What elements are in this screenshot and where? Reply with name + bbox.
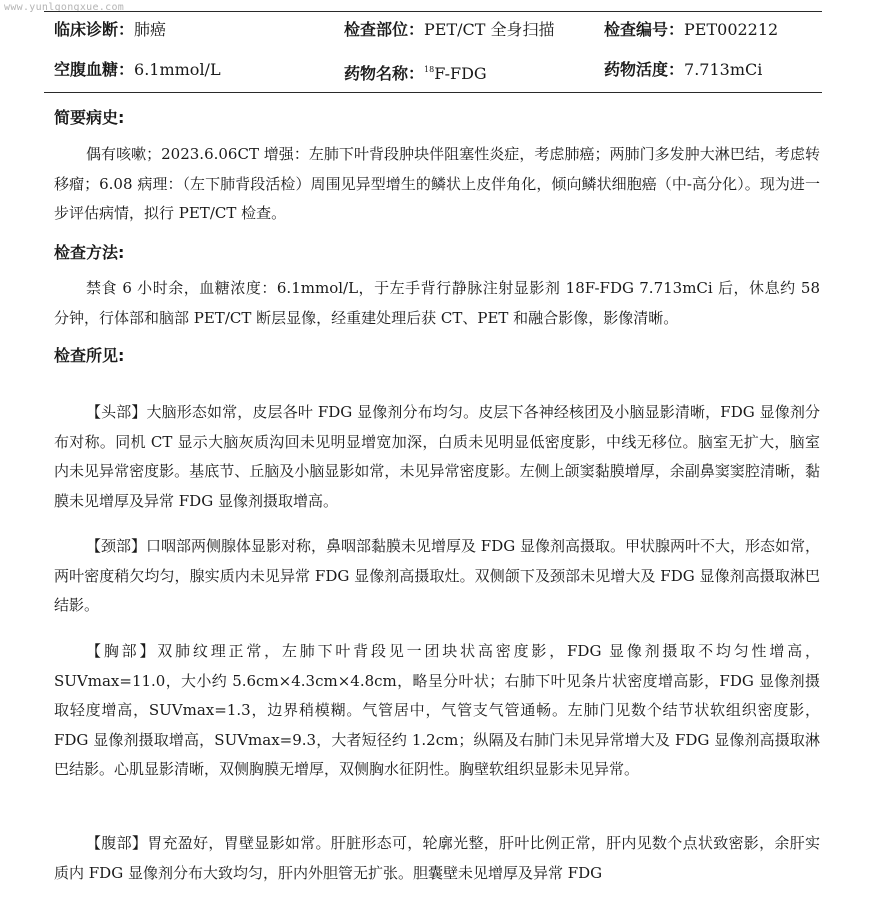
exam-site-label: 检查部位： [344, 20, 425, 39]
findings-neck: 【颈部】口咽部两侧腺体显影对称，鼻咽部黏膜未见增厚及 FDG 显像剂高摄取。甲状腺两叶不大，形态如常，两叶密度稍欠均匀，腺实质内未见异常 FDG 显像剂高摄取灶。双侧颌下及颈部未见增大及 FDG 显像剂高摄取淋巴结影。 [54, 537, 820, 614]
history-title: 简要病史: [54, 108, 125, 127]
exam-site-value: PET/CT 全身扫描 [424, 20, 555, 39]
drug-activity-label: 药物活度： [604, 60, 685, 79]
watermark: www.yunlgongxue.com [4, 2, 125, 13]
drug-activity-value: 7.713mCi [684, 60, 763, 79]
findings-head: 【头部】大脑形态如常，皮层各叶 FDG 显像剂分布均匀。皮层下各神经核团及小脑显影清晰，FDG 显像剂分布对称。同机 CT 显示大脑灰质沟回未见明显增宽加深，白质未见明显低密度影，中线无移位。脑室无扩大，脑室内未见异常密度影。基底节、丘脑及小脑显影如常，未见异常密度影。左侧上颌窦黏膜增厚，余副鼻窦窦腔清晰，黏膜未见增厚及异常 FDG 显像剂摄取增高。 [54, 403, 820, 510]
header-bottom-rule [44, 92, 822, 93]
exam-number-label: 检查编号： [604, 20, 685, 39]
exam-site [344, 20, 555, 40]
drug-name [344, 60, 487, 84]
findings-chest: 【胸部】双肺纹理正常，左肺下叶背段见一团块状高密度影，FDG 显像剂摄取不均匀性增高，SUVmax=11.0，大小约 5.6cm×4.3cm×4.8cm，略呈分叶状；右肺下叶见条片状密度增高影，FDG 显像剂摄取轻度增高，SUVmax=1.3，边界稍模糊。气管居中，气管支气管通畅。左肺门见数个结节状软组织密度影，FDG 显像剂摄取增高，SUVmax=9.3，大者短径约 1.2cm；纵隔及右肺门未见异常增大及 FDG 显像剂高摄取淋巴结影。心肌显影清晰，双侧胸膜无增厚，双侧胸水征阴性。胸壁软组织显影未见异常。 [54, 642, 820, 778]
drug-activity [604, 60, 762, 80]
findings-title: 检查所见: [54, 346, 125, 365]
fasting-glucose [54, 60, 221, 80]
exam-number-value: PET002212 [684, 20, 779, 39]
method-text: 禁食 6 小时余，血糖浓度：6.1mmol/L，于左手背行静脉注射显影剂 18F-FDG 7.713mCi 后，休息约 58 分钟，行体部和脑部 PET/CT 断层显像，经重建处理后获 CT、PET 和融合影像，影像清晰。 [54, 279, 820, 327]
fasting-glucose-value: 6.1mmol/L [134, 60, 221, 79]
exam-number [604, 20, 778, 40]
findings-abdomen: 【腹部】胃充盈好，胃壁显影如常。肝脏形态可，轮廓光整，肝叶比例正常，肝内见数个点状致密影，余肝实质内 FDG 显像剂分布大致均匀，肝内外胆管无扩张。胆囊壁未见增厚及异常 FDG [54, 834, 820, 882]
header-top-rule [44, 11, 822, 12]
clinical-diagnosis-value: 肺癌 [134, 20, 167, 39]
drug-isotope-superscript: 18 [424, 65, 435, 74]
drug-name-value: F-FDG [434, 64, 487, 83]
method-title: 检查方法: [54, 243, 125, 262]
drug-name-label: 药物名称： [344, 64, 425, 83]
fasting-glucose-label: 空腹血糖： [54, 60, 135, 79]
clinical-diagnosis [54, 20, 166, 40]
clinical-diagnosis-label: 临床诊断： [54, 20, 135, 39]
history-text: 偶有咳嗽；2023.6.06CT 增强：左肺下叶背段肿块伴阻塞性炎症，考虑肺癌；两肺门多发肿大淋巴结，考虑转移瘤；6.08 病理：（左下肺背段活检）周围见异型增生的鳞状上皮伴角化，倾向鳞状细胞癌（中-高分化）。现为进一步评估病情，拟行 PET/CT 检查。 [54, 145, 820, 222]
